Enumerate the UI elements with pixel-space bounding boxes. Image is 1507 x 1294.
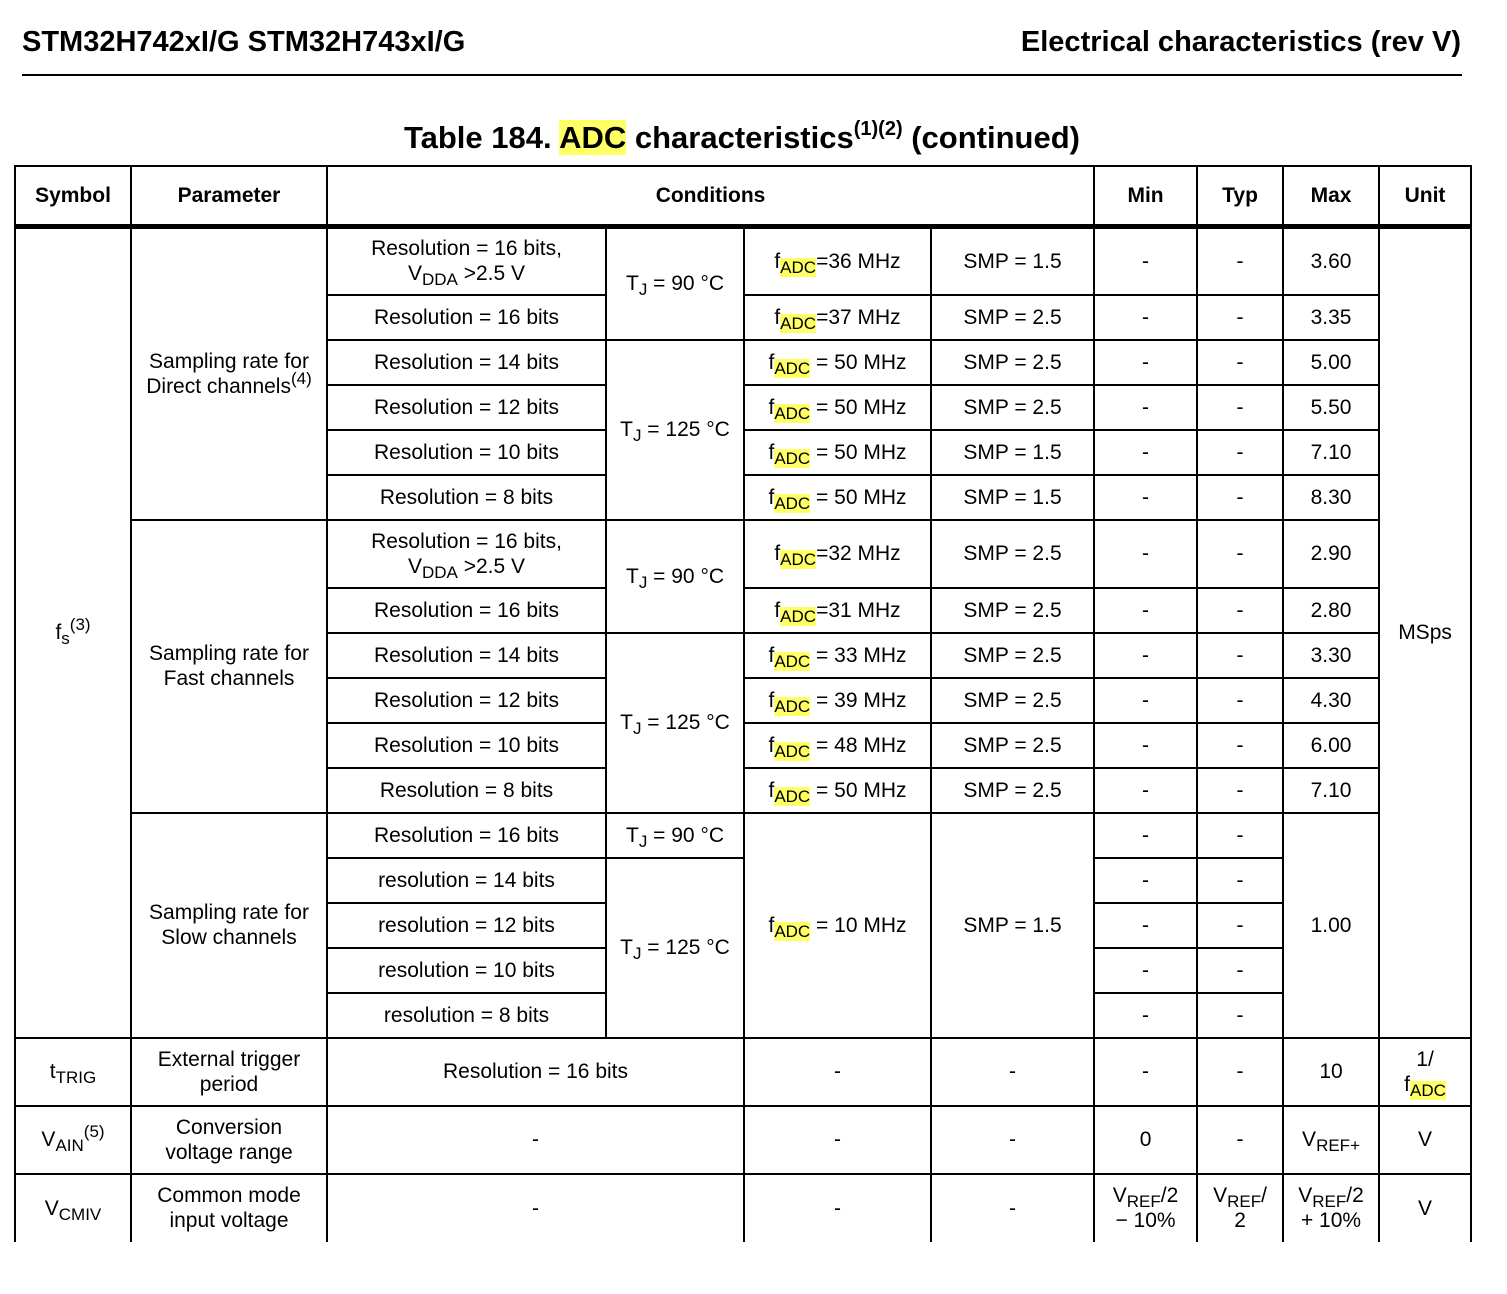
doc-header-right: Electrical characteristics (rev V): [1020, 26, 1461, 58]
cond-resolution: Resolution = 8 bits: [327, 475, 606, 520]
min-value: -: [1094, 385, 1197, 430]
min-value: $V_{REF}/2$ − 10%: [1094, 1174, 1197, 1242]
cond-tj: $T_J = 90$ °C: [606, 813, 744, 858]
cond-resolution: Resolution = 16 bits: [327, 295, 606, 340]
unit-msps: MSps: [1379, 227, 1471, 1038]
param-fast-channels: Sampling rate for Fast channels: [131, 520, 327, 813]
col-header-parameter: Parameter: [131, 166, 327, 227]
doc-header-left: STM32H742xI/G STM32H743xI/G: [22, 26, 466, 58]
min-value: -: [1094, 678, 1197, 723]
typ-value: -: [1197, 588, 1283, 633]
cond-smp: SMP = 1.5: [931, 430, 1094, 475]
cond-resolution: -: [327, 1106, 744, 1174]
min-value: -: [1094, 227, 1197, 295]
cond-resolution: Resolution = 16 bits, $V_{DDA} >2.5$ V: [327, 520, 606, 588]
typ-value: -: [1197, 340, 1283, 385]
adc-characteristics-table: [14, 165, 1472, 1242]
cond-fadc: $f_{ADC} = 50$ MHz: [744, 385, 931, 430]
min-value: -: [1094, 475, 1197, 520]
cond-resolution: resolution = 8 bits: [327, 993, 606, 1038]
unit-value: V: [1379, 1106, 1471, 1174]
header-rule: [22, 74, 1462, 76]
cond-smp: SMP = 1.5: [931, 475, 1094, 520]
typ-value: -: [1197, 1106, 1283, 1174]
max-value: 3.35: [1283, 295, 1379, 340]
typ-value: -: [1197, 903, 1283, 948]
col-header-max: Max: [1283, 166, 1379, 227]
cond-tj: $T_J = 90$ °C: [606, 520, 744, 633]
cond-resolution: Resolution = 16 bits: [327, 1038, 744, 1106]
typ-value: -: [1197, 295, 1283, 340]
cond-fadc: $f_{ADC} = 50$ MHz: [744, 430, 931, 475]
min-value: -: [1094, 1038, 1197, 1106]
max-value: 3.30: [1283, 633, 1379, 678]
param-conversion-range: Conversion voltage range: [131, 1106, 327, 1174]
cond-fadc: -: [744, 1174, 931, 1242]
cond-fadc: $f_{ADC} = 50$ MHz: [744, 340, 931, 385]
cond-resolution: -: [327, 1174, 744, 1242]
cond-smp: SMP = 2.5: [931, 768, 1094, 813]
cond-resolution: Resolution = 12 bits: [327, 678, 606, 723]
caption-prefix: Table 184.: [404, 120, 560, 155]
max-value: 8.30: [1283, 475, 1379, 520]
typ-value: -: [1197, 1038, 1283, 1106]
table-row: [15, 520, 1471, 588]
max-value: $V_{REF}/2$ + 10%: [1283, 1174, 1379, 1242]
unit-value: 1/ $f_{ADC}$: [1379, 1038, 1471, 1106]
max-value: 6.00: [1283, 723, 1379, 768]
typ-value: -: [1197, 948, 1283, 993]
symbol-vain: $V_{AIN}^{(5)}$: [15, 1106, 131, 1174]
min-value: -: [1094, 295, 1197, 340]
max-value: 4.30: [1283, 678, 1379, 723]
cond-smp: SMP = 2.5: [931, 520, 1094, 588]
cond-resolution: Resolution = 10 bits: [327, 430, 606, 475]
col-header-min: Min: [1094, 166, 1197, 227]
cond-smp: -: [931, 1038, 1094, 1106]
cond-resolution: resolution = 10 bits: [327, 948, 606, 993]
max-value: 10: [1283, 1038, 1379, 1106]
typ-value: -: [1197, 430, 1283, 475]
param-external-trigger: External trigger period: [131, 1038, 327, 1106]
table-row: [15, 813, 1471, 858]
cond-fadc: $f_{ADC} = 39$ MHz: [744, 678, 931, 723]
max-value: 7.10: [1283, 768, 1379, 813]
caption-main: characteristics: [626, 120, 854, 155]
cond-fadc: $f_{ADC}=31$ MHz: [744, 588, 931, 633]
cond-resolution: Resolution = 16 bits, $V_{DDA} >2.5$ V: [327, 227, 606, 295]
cond-smp: SMP = 2.5: [931, 678, 1094, 723]
param-slow-channels: Sampling rate for Slow channels: [131, 813, 327, 1038]
typ-value: -: [1197, 813, 1283, 858]
cond-fadc: -: [744, 1038, 931, 1106]
cond-smp: -: [931, 1174, 1094, 1242]
cond-fadc: $f_{ADC} = 50$ MHz: [744, 475, 931, 520]
cond-tj: $T_J = 125$ °C: [606, 858, 744, 1038]
cond-smp: SMP = 2.5: [931, 295, 1094, 340]
cond-tj: $T_J = 125$ °C: [606, 633, 744, 813]
min-value: -: [1094, 993, 1197, 1038]
typ-value: -: [1197, 768, 1283, 813]
unit-value: V: [1379, 1174, 1471, 1242]
min-value: -: [1094, 520, 1197, 588]
cond-smp: SMP = 2.5: [931, 385, 1094, 430]
cond-smp: SMP = 1.5: [931, 227, 1094, 295]
cond-resolution: resolution = 12 bits: [327, 903, 606, 948]
cond-fadc: $f_{ADC}=36$ MHz: [744, 227, 931, 295]
typ-value: -: [1197, 385, 1283, 430]
min-value: 0: [1094, 1106, 1197, 1174]
cond-resolution: Resolution = 14 bits: [327, 340, 606, 385]
param-direct-channels: Sampling rate for Direct channels$^{(4)}$: [131, 227, 327, 520]
cond-resolution: resolution = 14 bits: [327, 858, 606, 903]
cond-fadc: $f_{ADC} = 48$ MHz: [744, 723, 931, 768]
cond-smp: -: [931, 1106, 1094, 1174]
min-value: -: [1094, 723, 1197, 768]
symbol-vcmiv: $V_{CMIV}$: [15, 1174, 131, 1242]
max-value: 2.80: [1283, 588, 1379, 633]
table-caption: [0, 117, 1484, 156]
max-value: 1.00: [1283, 813, 1379, 1038]
cond-tj: $T_J = 125$ °C: [606, 340, 744, 520]
typ-value: -: [1197, 475, 1283, 520]
cond-resolution: Resolution = 16 bits: [327, 813, 606, 858]
header-row: [15, 166, 1471, 227]
cond-smp: SMP = 2.5: [931, 633, 1094, 678]
typ-value: -: [1197, 633, 1283, 678]
cond-resolution: Resolution = 12 bits: [327, 385, 606, 430]
typ-value: -: [1197, 858, 1283, 903]
min-value: -: [1094, 903, 1197, 948]
cond-fadc: $f_{ADC} = 33$ MHz: [744, 633, 931, 678]
cond-tj: $T_J = 90$ °C: [606, 227, 744, 340]
table-row: [15, 1174, 1471, 1242]
typ-value: -: [1197, 723, 1283, 768]
typ-value: $V_{REF}/$ 2: [1197, 1174, 1283, 1242]
min-value: -: [1094, 813, 1197, 858]
min-value: -: [1094, 768, 1197, 813]
caption-highlight: ADC: [559, 120, 627, 155]
cond-smp: SMP = 2.5: [931, 340, 1094, 385]
max-value: $V_{REF+}$: [1283, 1106, 1379, 1174]
cond-fadc: $f_{ADC}=37$ MHz: [744, 295, 931, 340]
max-value: 2.90: [1283, 520, 1379, 588]
caption-suffix: (continued): [902, 120, 1080, 155]
min-value: -: [1094, 858, 1197, 903]
typ-value: -: [1197, 678, 1283, 723]
typ-value: -: [1197, 227, 1283, 295]
min-value: -: [1094, 633, 1197, 678]
min-value: -: [1094, 588, 1197, 633]
symbol-fs: $f_s^{(3)}$: [15, 227, 131, 1038]
cond-smp: SMP = 2.5: [931, 723, 1094, 768]
max-value: 5.50: [1283, 385, 1379, 430]
cond-resolution: Resolution = 10 bits: [327, 723, 606, 768]
min-value: -: [1094, 340, 1197, 385]
max-value: 3.60: [1283, 227, 1379, 295]
cond-fadc: $f_{ADC}=32$ MHz: [744, 520, 931, 588]
max-value: 7.10: [1283, 430, 1379, 475]
typ-value: -: [1197, 520, 1283, 588]
cond-smp: SMP = 1.5: [931, 813, 1094, 1038]
symbol-ttrig: $t_{TRIG}$: [15, 1038, 131, 1106]
cond-smp: SMP = 2.5: [931, 588, 1094, 633]
caption-notes: (1)(2): [853, 117, 903, 140]
cond-resolution: Resolution = 16 bits: [327, 588, 606, 633]
min-value: -: [1094, 948, 1197, 993]
max-value: 5.00: [1283, 340, 1379, 385]
cond-resolution: Resolution = 14 bits: [327, 633, 606, 678]
col-header-typ: Typ: [1197, 166, 1283, 227]
table-row: [15, 1106, 1471, 1174]
min-value: -: [1094, 430, 1197, 475]
typ-value: -: [1197, 993, 1283, 1038]
col-header-conditions: Conditions: [327, 166, 1094, 227]
cond-fadc: $f_{ADC} = 50$ MHz: [744, 768, 931, 813]
cond-fadc: -: [744, 1106, 931, 1174]
cond-resolution: Resolution = 8 bits: [327, 768, 606, 813]
col-header-symbol: Symbol: [15, 166, 131, 227]
table-row: [15, 1038, 1471, 1106]
param-common-mode: Common mode input voltage: [131, 1174, 327, 1242]
table-row: [15, 227, 1471, 295]
cond-fadc: $f_{ADC} = 10$ MHz: [744, 813, 931, 1038]
col-header-unit: Unit: [1379, 166, 1471, 227]
